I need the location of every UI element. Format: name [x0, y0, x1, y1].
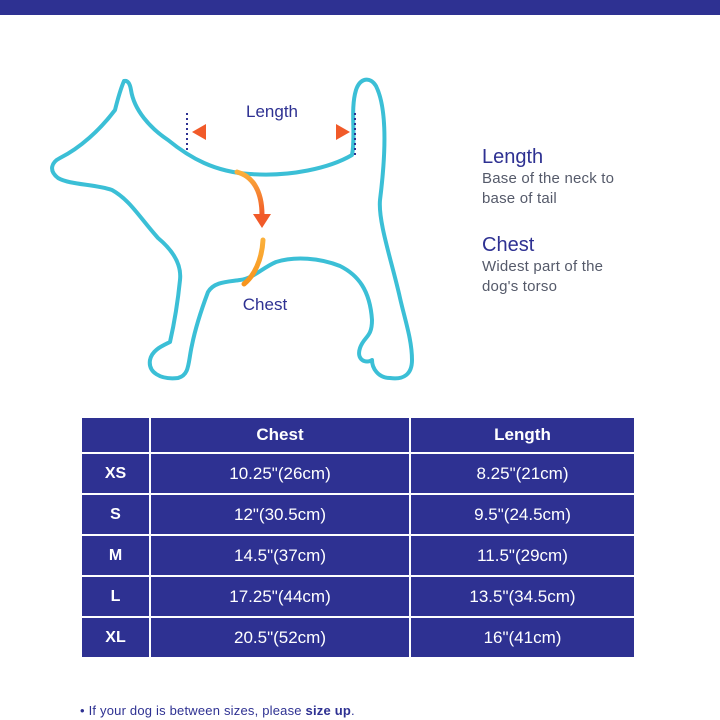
footnote-emphasis: size up — [305, 703, 352, 718]
legend-chest — [482, 233, 702, 297]
size-chart-table — [82, 418, 634, 657]
legend-chest-desc-1: Widest part of the — [482, 258, 604, 275]
table-row — [82, 617, 634, 657]
footnote-text: If your dog is between sizes, please — [88, 703, 306, 718]
size-label: XS — [82, 453, 150, 494]
dog-outline — [52, 80, 412, 379]
length-value: 16"(41cm) — [410, 617, 634, 657]
chest-arrow-upper — [237, 172, 262, 215]
legend-length-desc-1: Base of the neck to — [482, 170, 615, 187]
table-row — [82, 535, 634, 576]
diagram-length-label: Length — [246, 102, 298, 121]
chest-arrow-head — [253, 214, 271, 228]
length-value: 8.25"(21cm) — [410, 453, 634, 494]
legend-chest-desc-2: dog's torso — [482, 278, 558, 295]
header-length: Length — [410, 418, 634, 453]
length-value: 9.5"(24.5cm) — [410, 494, 634, 535]
length-arrow-head-left — [192, 124, 206, 140]
diagram-chest-label: Chest — [242, 295, 288, 314]
chest-value: 20.5"(52cm) — [150, 617, 410, 657]
table-row — [82, 494, 634, 535]
size-label: XL — [82, 617, 150, 657]
length-arrow-head-right — [336, 124, 350, 140]
bullet: • — [80, 703, 85, 718]
header-chest: Chest — [150, 418, 410, 453]
legend-length-title: Length — [482, 146, 544, 168]
chest-value: 12"(30.5cm) — [150, 494, 410, 535]
size-label: M — [82, 535, 150, 576]
length-value: 11.5"(29cm) — [410, 535, 634, 576]
table-row — [82, 576, 634, 617]
size-label: L — [82, 576, 150, 617]
table-row — [82, 453, 634, 494]
legend-length-desc-2: base of tail — [482, 190, 557, 207]
chest-value: 17.25"(44cm) — [150, 576, 410, 617]
table-header-row — [82, 418, 634, 453]
chest-value: 14.5"(37cm) — [150, 535, 410, 576]
header-size — [82, 418, 150, 453]
length-value: 13.5"(34.5cm) — [410, 576, 634, 617]
size-up-footnote — [80, 703, 355, 718]
chest-value: 10.25"(26cm) — [150, 453, 410, 494]
legend-chest-title: Chest — [482, 234, 535, 256]
legend-length — [482, 145, 702, 209]
footnote-end: . — [351, 703, 355, 718]
size-label: S — [82, 494, 150, 535]
